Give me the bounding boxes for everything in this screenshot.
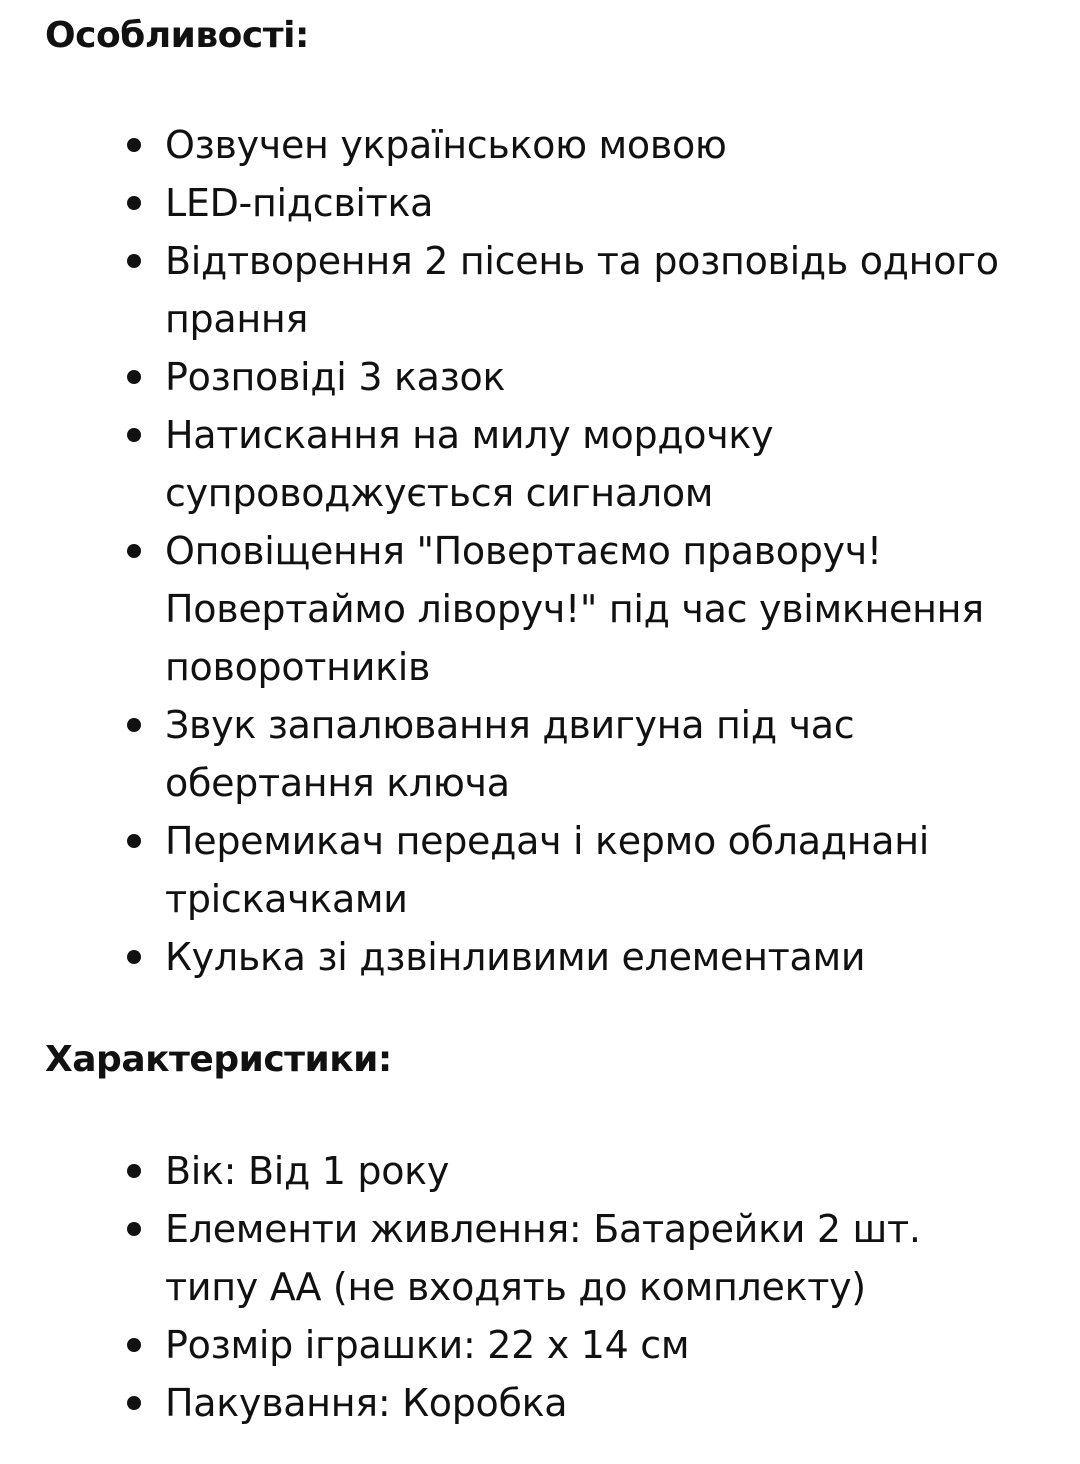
list-item-text: Оповіщення "Повертаємо праворуч! Повертаймо ліворуч!" під час увімкнення поворотників (165, 529, 984, 689)
list-item (45, 174, 1040, 232)
bullet-icon (127, 834, 141, 848)
bullet-icon (127, 370, 141, 384)
bullet-icon (127, 428, 141, 442)
list-item (45, 522, 1040, 696)
list-item (45, 116, 1040, 174)
list-item-text: Розповіді 3 казок (165, 355, 506, 399)
bullet-icon (127, 1164, 141, 1178)
features-heading: Особливості: (45, 15, 309, 56)
bullet-icon (127, 544, 141, 558)
bullet-icon (127, 1396, 141, 1410)
list-item-text: Кулька зі дзвінливими елементами (165, 935, 866, 979)
list-item (45, 232, 1040, 348)
list-item (45, 1316, 1040, 1374)
list-item (45, 1142, 1040, 1200)
list-item-text: Пакування: Коробка (165, 1381, 568, 1425)
list-item (45, 406, 1040, 522)
list-item (45, 1374, 1040, 1432)
list-item-text: Натискання на милу мордочку супроводжується сигналом (165, 413, 774, 515)
list-item (45, 812, 1040, 928)
features-list (45, 116, 1040, 986)
list-item (45, 348, 1040, 406)
bullet-icon (127, 138, 141, 152)
bullet-icon (127, 196, 141, 210)
bullet-icon (127, 1222, 141, 1236)
list-item-text: Перемикач передач і кермо обладнані тріскачками (165, 819, 930, 921)
list-item-text: Звук запалювання двигуна під час обертання ключа (165, 703, 855, 805)
specs-list (45, 1142, 1040, 1432)
list-item-text: Вік: Від 1 року (165, 1149, 450, 1193)
list-item (45, 1200, 1040, 1316)
list-item-text: LED-підсвітка (165, 181, 434, 225)
bullet-icon (127, 950, 141, 964)
bullet-icon (127, 254, 141, 268)
bullet-icon (127, 1338, 141, 1352)
list-item-text: Відтворення 2 пісень та розповідь одного прання (165, 239, 999, 341)
list-item-text: Елементи живлення: Батарейки 2 шт. типу АА (не входять до комплекту) (165, 1207, 921, 1309)
specs-heading: Характеристики: (45, 1039, 392, 1080)
list-item-text: Озвучен українською мовою (165, 123, 727, 167)
bullet-icon (127, 718, 141, 732)
list-item (45, 696, 1040, 812)
list-item-text: Розмір іграшки: 22 х 14 см (165, 1323, 690, 1367)
list-item (45, 928, 1040, 986)
